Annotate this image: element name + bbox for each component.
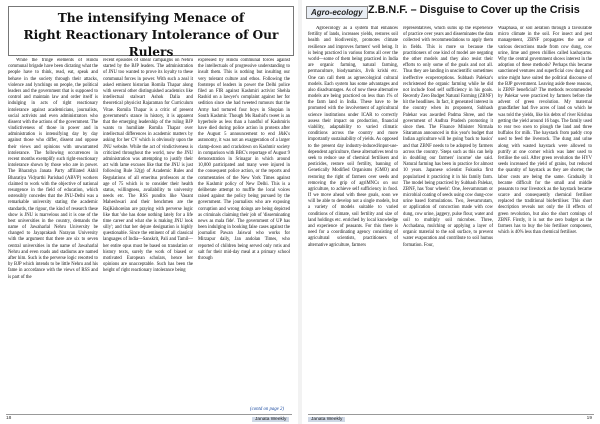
left-column-3 [198, 58, 290, 407]
right-col1-text: Agroecology as a system that enhances fertility of lands, increases yields, restores soil health and biodiversity, promotes climate resilience and improves farmers' well being. It is being practiced in various forms all over the world—some of them being practiced in India are organic farming, natural farming, permaculture, biodynamics, Jivik krishi etc. One can call them as agroecological cultural models. Each system has some advantages and also disadvantages. As of now these alternative models are being practiced on less than 1% of the farm land in India. These have to be promoted with the involvement of agricultural science institutions under ICAR to correctly assess their impact on production, financial viability, adaptability to varied climatic conditions across the country and more importantly sustainability of yields. As opposed to the present day industry-induced/input-use-dependent agriculture, these alternatives tend to seek to reduce use of chemical fertilisers and pesticides, restore soil fertility, banning of Genetically Modified Organisms (GMO) and restoring the right of farmers over seeds and removing the grip of agriMNCs on our agriculture, to achieve self sufficiency in food. If we move ahead with these goals, soon we will be able to develop not a single models, but a variety of models suitable to varied conditions of climate, soil fertility and size of land holdings etc. enriched by local knowledge and experience of peasants. For this there is need for a coordinating agency consisting of agricultural scientists, practitioners of alternative agriculture, farmers [308, 26, 398, 248]
right-col2-text: representatives, which sums up the experience of practice over years and disseminates the data collected with recommendations to apply them in fields. This is more so because the practitioners of one kind of model are negating the other models and they also resist their efforts to only some of the goals and not all. Thus they are landing in unscientific sometimes ineffective ecoperceptions. Subhash Palekar's rechristened the organic farming while he did not include food self sufficiency in his goals. Recently Zero Budget Natural Farming (ZBNF) hit the headlines. In fact, it generated interest in the country when its proponent, Subhash Palekar was awarded Padma Shree, and the government of Andhra Pradesh promoting it since then. The Finance Minister Nirmala Sitaraman announced in this year's budget that Indian agriculture will be going 'back to basics' and that ZBNF needs to be adopted by farmers across the country. 'Steps such as this can help in doubling our farmers' income' she said. Natural farming has been in practice for almost 10 years. Japanese scientist Fukuoka first popularized it practicing it in his family farm. The model being practiced by Subhash Palekar, ZBNF, has 'four wheels': One, Jeevamrutam or microbial coating of seeds using cow dung-cow urine based formulations. Two, Jeevamrutam, or application of concoction made with cow dung, cow urine, jaggery, pulse flour, water and soil to multiply soil microbes. Three, Acchadana, mulching or applying a layer of organic material to the soil surface, to prevent water evaporation and contribute to soil humus formation. Four, [403, 26, 493, 248]
article-title-line-2: Right Reactionary Intolerance of Our Rulers [23, 28, 279, 59]
right-page-number: 19 [586, 416, 592, 421]
article-title [9, 10, 293, 61]
left-footer-rule [6, 414, 292, 415]
left-column-2 [103, 58, 193, 413]
right-column-1 [308, 26, 398, 412]
right-col3-text: Waaphasa, or soil aeration through a favourable micro climate in the soil. For insect and pest management, ZBNF propagates the use of various decoctions made from cow dung, cow urine, lime and green chillies called kashayams. Why the central government shows interest in the adoption of these methods? Perhaps this became sanctioned ventures and superficial cow dung and urine might have suited the political discourse of the BJP government. Leaving aside these reasons, is ZBNF beneficial? The methods recommended by Palekar were practiced by farmers before the advent of green revolution. My maternal grandfather had five acres of land on which he was told the yields, like his debts of river Krishna getting the yield around 16 bags. The family used to rear two oxen to plough the land and three buffalos for milk. The haystack from paddy crop used to feed the livestock. The dung and urine along with wasted haystack were allowed to putrify at one corner which was later used to fertilise the soil. After green revolution the HYV seeds increased the yield of grains, but reduced the quantity of haystack as they are shorter, the labor costs are being the same. Gradually it became difficult for the small and middle peasants to rear livestock as the haystack became scarce and consequently chemical fertiliser replaced the traditional biofertiliser. This short description reveals not only the ill effects of green revolution, but also the short comings of ZBNF. Firstly, it is not the zero budget as the farmers has to buy the bio fertiliser component, which is 40% less than chemical fertiliser. [498, 26, 592, 236]
right-column-2 [403, 26, 493, 412]
article-title-box [8, 6, 294, 59]
right-column-3 [498, 26, 592, 412]
left-column-1 [8, 58, 98, 413]
right-folio-tag: Janata Weekly [308, 417, 345, 422]
article-title-line-1: The intensifying Menace of [57, 11, 245, 25]
left-page-number: 18 [6, 416, 12, 421]
left-col3-text: expressed by Hindu communal forces against the intellectuals of progressive understanding to insult them. This is nothing but insulting our very tolerant culture and ethos. Following the footsteps of leaders in power the Delhi police filed an FIR against Kashmiri activist Shehla Rashid on a lawyer's complaint against her for sedition since she had tweeted rumours that the Army had tortured four boys in Shopian in South Kashmir. Though Ms Rashid's tweet is an hyperbole as less than a handful of Kashmiris have died during police action in protests after the August 5 announcement to end J&K's autonomy, it was not an exaggeration of a larger clamp-down and crackdown on Kashmir society in comparison with BBC's reportage of August 9 demonstration in Srinagar in which around 10,000 participated and many were injured in the consequent police action, or the reports and commentaries of the New York Times against the Kashmir policy of New Delhi. This is a deliberate attempt to muffle the local voices raised against the policy being pursued by the government. The journalists who are exposing corruption and wrong doings are being depicted as criminals claiming their job of 'disseminating news as mala fide'. The government of UP has been indulging in booking false cases against the journalist Pawan Jaiswal who works for Mirzapur daily, Jan andolan Times, who reported of children being served only rotis and salt for their mid-day meal at a primary school through [198, 58, 290, 261]
left-page [0, 0, 298, 424]
left-col1-text: While the fringe elements of Hindu communal brigade have been dictating what the people have to think, read, eat, speak and behave in the society through their attacks, violence and lynchings on people, the political leaders and the government that is supposed to control and maintain law and order itself is indulging in acts of right reactionary intolerance against academicians, journalists, social activists and even administrators who dissent with the actions of the government. The vindictiveness of those in power and in administration is intensifying day by day against those who differ, dissent and oppose their views and opinions with unwarranted intolerance. The following occurrences in recent months exemplify such right-reactionary intolerance shown by those who are in power. The Bharatiya Janata Party affiliated Akhil Bharatiya Vidyarthi Parishad (ABVP) workers claimed to work with the objective of national resurgence in the field of education, which ostensibly concedes that the JNU-Delhi was a remarkable university stating the academic standards, the rigour, the kind of research these show is JNU is marvelous and it is one of the best universities in the country, demands the name of Jawaharlal Nehru University be changed to Jayaprakash Narayan University with the argument that there are six to seven central universities in the name of Jawaharlal Nehru and even roads and stadiums are named after him. Such is the perverse logic resorted to by BJP which intends to be little Nehru and his fame in accordance with the views of RSS and is part of the [8, 58, 98, 280]
section-tag: Agro-ecology [306, 6, 368, 19]
left-folio-tag: Janata Weekly [252, 417, 289, 422]
right-page [302, 0, 600, 424]
left-col2-text: recent episodes of smear campaigns on Nehru started by the BJP leaders. The administration of JNU too wanted to prove its loyalty to these communal forces in power. With such a zeal it asked eminent historian Romila Thapar along with several other distinguished academics like intellectual stalwart Ashok Dalia and theoretical physicist Rajaraman for Curriculum Vitae. Romila Thapar is a critic of present government's stance in history, it is apparent that the emerging leadership of the ruling BJP wants to humiliate Romila Thapar over intellectual differences in academic matters by asking for her CV which is obviously upon the JNU website. While the act of vindictiveness is criticized throughout the world, now the JNU administration was attempting to justify their act with lame excuses like that the JNU is just following Rule 32(g) of Academic Rules and Regulations of all emeritus professors at the age of 75 which is to consider their health status, willingness, availability to university needs etc. The RSS pundits like Vasant Maheshwari and their henchmen are the RajKishorelan are praying with perverse logic like that 'she has done nothing lately for a life time career and what she is making JNU look silly'; and that her dejure designation is highly questionable. Since the eminent of all classical languages of India—Sanskrit, Pali and Tamil—her entire opus must be based on translation or history texts, surely the work of biased or motivated European scholars, hence her opinions are unacceptable. Such has been the height of right reactionary intolerance being [103, 58, 193, 274]
continued-note[interactable]: (contd on page 2) [250, 407, 284, 412]
article-title: Z.B.N.F. – Disguise to Cover up the Crisis [368, 4, 580, 16]
right-footer-rule [308, 414, 594, 415]
